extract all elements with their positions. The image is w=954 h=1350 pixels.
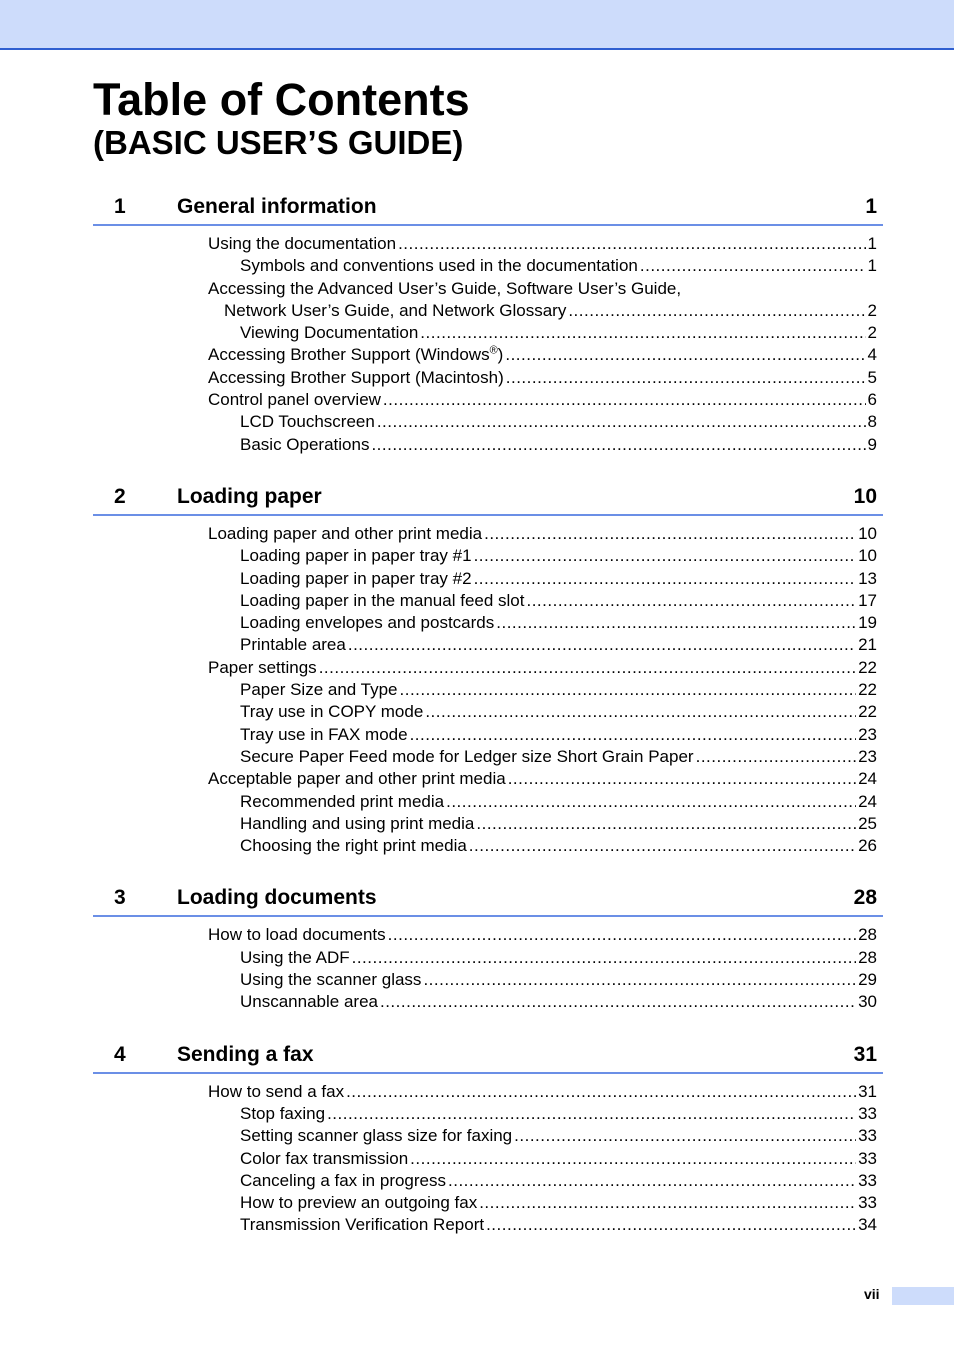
dot-leader bbox=[476, 813, 856, 835]
entry-title-text: Control panel overview bbox=[208, 390, 381, 410]
entry-title bbox=[240, 322, 418, 344]
entry-title-text: Stop faxing bbox=[240, 1103, 326, 1123]
entry-page: 8 bbox=[867, 412, 877, 432]
dot-leader bbox=[479, 1192, 856, 1214]
dot-leader bbox=[319, 657, 856, 679]
toc-entry[interactable] bbox=[93, 634, 883, 656]
toc-entry[interactable] bbox=[93, 568, 883, 590]
entry-page: 4 bbox=[867, 345, 877, 365]
entry-title-text: Using the scanner glass bbox=[240, 970, 422, 990]
dot-leader bbox=[423, 969, 856, 991]
dot-leader bbox=[640, 255, 866, 277]
entry-title bbox=[240, 411, 375, 433]
entry-title bbox=[240, 969, 421, 991]
toc-entry[interactable] bbox=[93, 724, 883, 746]
entry-title-text: Canceling a fax in progress bbox=[240, 1170, 447, 1190]
dot-leader bbox=[484, 523, 856, 545]
chapter-section bbox=[93, 480, 883, 857]
entry-title-text: Using the ADF bbox=[240, 947, 350, 967]
entry-page: 10 bbox=[858, 523, 877, 543]
entry-title-text: Loading paper and other print media bbox=[208, 523, 483, 543]
table-of-contents bbox=[93, 190, 883, 1261]
dot-leader bbox=[352, 947, 856, 969]
entry-title-text: Recommended print media bbox=[240, 791, 445, 811]
entry-page: 22 bbox=[858, 657, 877, 677]
entry-page: 19 bbox=[858, 613, 877, 633]
entry-list bbox=[93, 917, 883, 1013]
entry-page: 22 bbox=[858, 680, 877, 700]
entry-page: 1 bbox=[867, 234, 877, 253]
chapter-number: 1 bbox=[114, 195, 126, 218]
toc-entry[interactable] bbox=[93, 255, 883, 277]
entry-page: 33 bbox=[858, 1170, 877, 1190]
entry-title bbox=[240, 590, 524, 612]
toc-entry[interactable] bbox=[93, 746, 883, 768]
dot-leader bbox=[474, 545, 857, 567]
entry-page: 5 bbox=[867, 367, 877, 387]
chapter-heading[interactable] bbox=[93, 881, 883, 917]
entry-title bbox=[240, 724, 408, 746]
entry-title bbox=[208, 344, 503, 366]
chapter-section bbox=[93, 1038, 883, 1237]
page-tab-marker bbox=[892, 1287, 954, 1305]
toc-entry[interactable] bbox=[93, 768, 883, 790]
entry-title-text: Loading paper in the manual feed slot bbox=[240, 590, 525, 610]
chapter-section bbox=[93, 190, 883, 456]
toc-entry[interactable] bbox=[93, 813, 883, 835]
registered-mark: ® bbox=[489, 344, 498, 357]
toc-entry[interactable] bbox=[93, 835, 883, 857]
chapter-number: 2 bbox=[114, 484, 126, 508]
chapter-page: 31 bbox=[853, 1042, 877, 1066]
entry-title bbox=[240, 746, 694, 768]
toc-entry[interactable] bbox=[93, 322, 883, 344]
toc-entry[interactable] bbox=[93, 278, 883, 300]
entry-title bbox=[240, 1125, 512, 1147]
entry-title-text: How to send a fax bbox=[208, 1081, 345, 1101]
page-subtitle: (BASIC USER’S GUIDE) bbox=[93, 124, 464, 161]
entry-title-text: Using the documentation bbox=[208, 234, 397, 253]
entry-title bbox=[240, 568, 472, 590]
entry-page: 25 bbox=[858, 813, 877, 833]
entry-title-text: Tray use in FAX mode bbox=[240, 724, 408, 744]
dot-leader bbox=[400, 679, 857, 701]
entry-title bbox=[240, 1214, 484, 1236]
entry-title-text: Secure Paper Feed mode for Ledger size Short Grain Paper bbox=[240, 746, 694, 766]
toc-entry[interactable] bbox=[93, 969, 883, 991]
entry-title bbox=[240, 813, 474, 835]
entry-page: 33 bbox=[858, 1193, 877, 1213]
dot-leader bbox=[448, 1170, 856, 1192]
entry-title bbox=[208, 523, 482, 545]
entry-page: 6 bbox=[867, 390, 877, 410]
toc-entry[interactable] bbox=[93, 947, 883, 969]
entry-title-suffix: ) bbox=[497, 345, 504, 365]
entry-title-text: Network User’s Guide, and Network Glossary bbox=[224, 300, 567, 320]
entry-title-text: Tray use in COPY mode bbox=[240, 702, 424, 722]
entry-title-text: Paper Size and Type bbox=[240, 680, 398, 700]
chapter-number: 4 bbox=[114, 1042, 126, 1066]
toc-entry[interactable] bbox=[93, 434, 883, 456]
toc-entry[interactable] bbox=[93, 612, 883, 634]
dot-leader bbox=[568, 300, 865, 322]
dot-leader bbox=[346, 1081, 856, 1103]
entry-title-text: How to preview an outgoing fax bbox=[240, 1193, 478, 1213]
toc-entry[interactable] bbox=[93, 1125, 883, 1147]
entry-title bbox=[240, 255, 638, 277]
chapter-page: 10 bbox=[853, 484, 877, 508]
chapter-heading[interactable] bbox=[93, 480, 883, 516]
dot-leader bbox=[514, 1125, 856, 1147]
entry-page: 24 bbox=[858, 791, 877, 811]
entry-title-text: Symbols and conventions used in the documentation bbox=[240, 256, 638, 276]
toc-entry[interactable] bbox=[93, 1081, 883, 1103]
toc-entry[interactable] bbox=[93, 991, 883, 1013]
dot-leader bbox=[380, 991, 856, 1013]
entry-title-text: Handling and using print media bbox=[240, 813, 475, 833]
entry-title bbox=[240, 634, 346, 656]
entry-title bbox=[240, 679, 398, 701]
entry-page: 22 bbox=[858, 702, 877, 722]
dot-leader bbox=[410, 724, 857, 746]
entry-page: 23 bbox=[858, 724, 877, 744]
entry-title-text: Viewing Documentation bbox=[240, 323, 419, 343]
entry-title bbox=[224, 300, 566, 322]
toc-entry[interactable] bbox=[93, 1214, 883, 1236]
entry-page: 31 bbox=[858, 1081, 877, 1101]
entry-page: 1 bbox=[867, 256, 877, 276]
entry-title bbox=[240, 991, 378, 1013]
entry-page: 34 bbox=[858, 1215, 877, 1235]
entry-list bbox=[93, 516, 883, 857]
entry-page: 33 bbox=[858, 1126, 877, 1146]
entry-page: 23 bbox=[858, 746, 877, 766]
entry-title-text: Printable area bbox=[240, 635, 346, 655]
entry-page: 33 bbox=[858, 1148, 877, 1168]
entry-title-text: Loading paper in paper tray #1 bbox=[240, 546, 472, 566]
dot-leader bbox=[505, 344, 865, 366]
entry-list bbox=[93, 226, 883, 456]
entry-page: 9 bbox=[867, 434, 877, 454]
chapter-heading[interactable] bbox=[93, 1038, 883, 1074]
dot-leader bbox=[388, 924, 856, 946]
chapter-number: 3 bbox=[114, 886, 126, 910]
entry-page: 29 bbox=[858, 970, 877, 990]
dot-leader bbox=[696, 746, 856, 768]
toc-entry[interactable] bbox=[93, 233, 883, 255]
page-title: Table of Contents bbox=[93, 74, 470, 125]
toc-entry[interactable] bbox=[93, 1170, 883, 1192]
dot-leader bbox=[526, 590, 856, 612]
entry-page: 2 bbox=[867, 323, 877, 343]
toc-entry[interactable] bbox=[93, 924, 883, 946]
dot-leader bbox=[377, 411, 866, 433]
entry-title bbox=[240, 1192, 477, 1214]
toc-entry[interactable] bbox=[93, 545, 883, 567]
entry-title bbox=[208, 768, 506, 790]
entry-title-text: Paper settings bbox=[208, 657, 317, 677]
chapter-title: Loading documents bbox=[177, 886, 377, 910]
dot-leader bbox=[469, 835, 856, 857]
entry-title-text: Acceptable paper and other print media bbox=[208, 769, 506, 789]
entry-page: 30 bbox=[858, 992, 877, 1012]
entry-title bbox=[240, 434, 369, 456]
toc-entry[interactable] bbox=[93, 679, 883, 701]
dot-leader bbox=[348, 634, 856, 656]
chapter-heading[interactable] bbox=[93, 190, 883, 226]
toc-entry[interactable] bbox=[93, 1103, 883, 1125]
entry-title-text: Transmission Verification Report bbox=[240, 1215, 485, 1235]
entry-title bbox=[240, 947, 350, 969]
dot-leader bbox=[506, 367, 866, 389]
entry-title-text: Accessing Brother Support (Windows bbox=[208, 345, 490, 365]
entry-page: 21 bbox=[858, 635, 877, 655]
dot-leader bbox=[446, 791, 856, 813]
toc-entry[interactable] bbox=[93, 701, 883, 723]
entry-title-text: Setting scanner glass size for faxing bbox=[240, 1126, 513, 1146]
entry-page: 28 bbox=[858, 947, 877, 967]
dot-leader bbox=[496, 612, 856, 634]
entry-title-text: How to load documents bbox=[208, 925, 386, 945]
dot-leader bbox=[474, 568, 857, 590]
entry-title bbox=[240, 1170, 446, 1192]
entry-title bbox=[240, 545, 472, 567]
toc-entry[interactable] bbox=[93, 523, 883, 545]
dot-leader bbox=[425, 701, 856, 723]
entry-page: 10 bbox=[858, 546, 877, 566]
entry-title bbox=[240, 701, 423, 723]
toc-entry[interactable] bbox=[93, 367, 883, 389]
entry-page: 28 bbox=[858, 925, 877, 945]
entry-title bbox=[240, 835, 467, 857]
dot-leader bbox=[410, 1148, 856, 1170]
entry-title-text: Loading envelopes and postcards bbox=[240, 613, 495, 633]
entry-list bbox=[93, 1074, 883, 1237]
toc-entry[interactable] bbox=[93, 300, 883, 322]
toc-entry[interactable] bbox=[93, 590, 883, 612]
entry-page: 13 bbox=[858, 568, 877, 588]
dot-leader bbox=[420, 322, 865, 344]
dot-leader bbox=[486, 1214, 856, 1236]
entry-title bbox=[240, 1148, 408, 1170]
chapter-title: General information bbox=[177, 195, 377, 218]
entry-title bbox=[208, 278, 681, 300]
entry-title bbox=[240, 791, 444, 813]
dot-leader bbox=[508, 768, 856, 790]
entry-title-text: Loading paper in paper tray #2 bbox=[240, 568, 472, 588]
entry-title-text: Unscannable area bbox=[240, 992, 378, 1012]
toc-entry[interactable] bbox=[93, 411, 883, 433]
dot-leader bbox=[371, 434, 865, 456]
entry-title-text: Accessing Brother Support (Macintosh) bbox=[208, 367, 504, 387]
page-number: vii bbox=[864, 1286, 880, 1302]
entry-page: 26 bbox=[858, 836, 877, 856]
dot-leader bbox=[327, 1103, 856, 1125]
entry-page: 17 bbox=[858, 590, 877, 610]
chapter-title: Sending a fax bbox=[177, 1042, 314, 1066]
entry-page: 33 bbox=[858, 1103, 877, 1123]
dot-leader bbox=[383, 389, 866, 411]
entry-title bbox=[208, 367, 504, 389]
entry-title-text: Choosing the right print media bbox=[240, 836, 467, 856]
entry-page: 2 bbox=[867, 300, 877, 320]
entry-title-text: LCD Touchscreen bbox=[240, 412, 375, 432]
toc-entry[interactable] bbox=[93, 657, 883, 679]
entry-title bbox=[208, 233, 396, 255]
entry-page: 24 bbox=[858, 769, 877, 789]
dot-leader bbox=[398, 233, 865, 255]
toc-entry[interactable] bbox=[93, 791, 883, 813]
chapter-section bbox=[93, 881, 883, 1013]
chapter-title: Loading paper bbox=[177, 484, 322, 508]
entry-title bbox=[208, 389, 381, 411]
header-band bbox=[0, 0, 954, 50]
toc-entry[interactable] bbox=[93, 1148, 883, 1170]
entry-title bbox=[208, 657, 317, 679]
entry-title-text: Color fax transmission bbox=[240, 1148, 409, 1168]
entry-title bbox=[208, 1081, 344, 1103]
entry-title-text: Accessing the Advanced User’s Guide, Software User’s Guide, bbox=[208, 278, 682, 298]
toc-entry[interactable] bbox=[93, 1192, 883, 1214]
entry-title bbox=[240, 1103, 325, 1125]
entry-title bbox=[240, 612, 494, 634]
toc-entry[interactable] bbox=[93, 389, 883, 411]
toc-entry[interactable] bbox=[93, 344, 883, 366]
chapter-page: 28 bbox=[853, 886, 877, 910]
chapter-page: 1 bbox=[865, 195, 877, 218]
entry-title bbox=[208, 924, 386, 946]
entry-title-text: Basic Operations bbox=[240, 434, 370, 454]
